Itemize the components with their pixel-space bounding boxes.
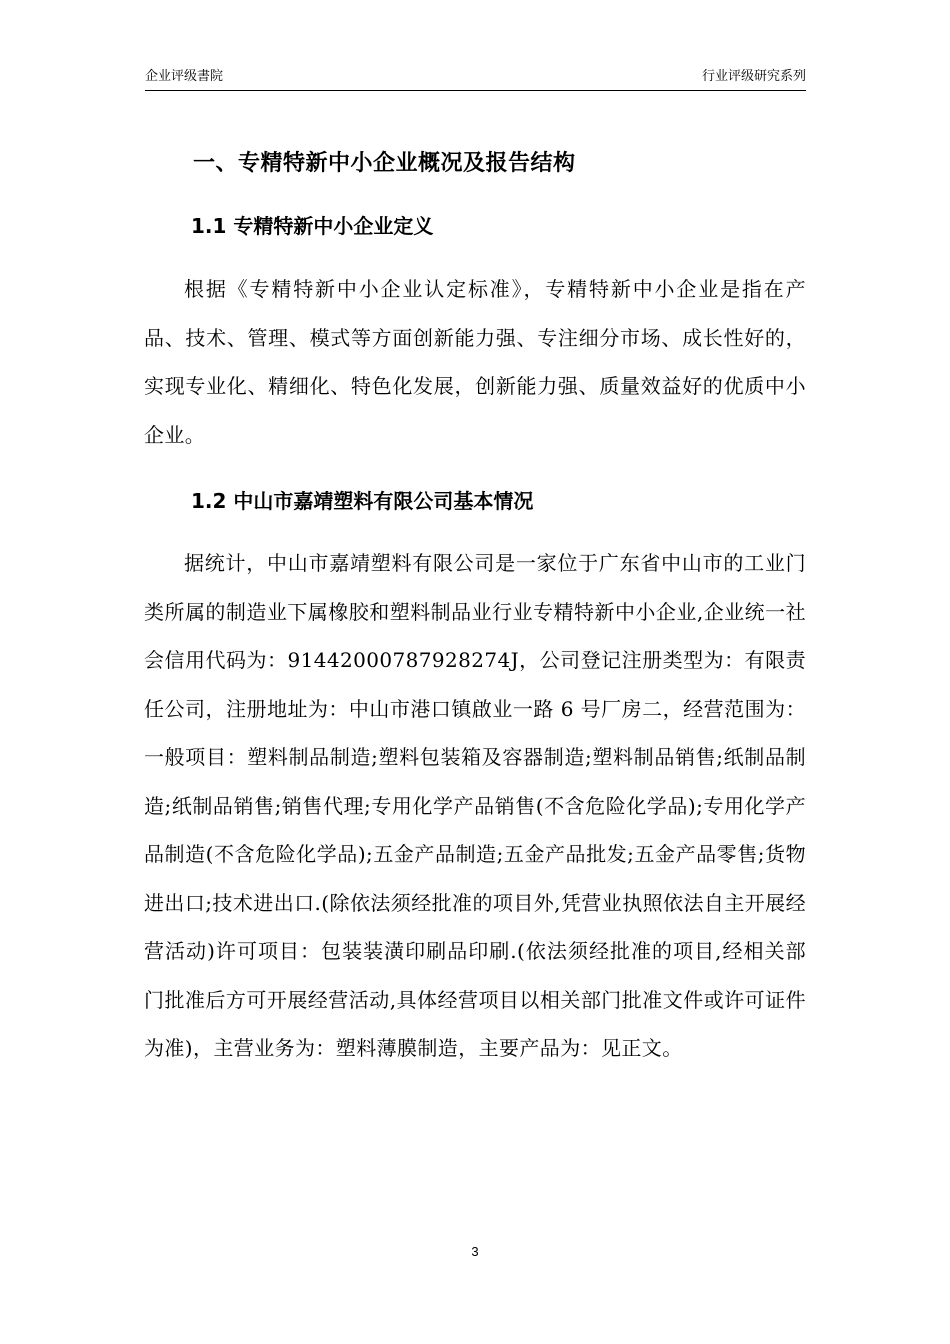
section-1-1-paragraph: 根据《专精特新中小企业认定标准》，专精特新中小企业是指在产品、技术、管理、模式等方面创新能力强、专注细分市场、成长性好的，实现专业化、精细化、特色化发展，创新能力强、质量效益好的优质中小企业。 [144, 277, 806, 447]
header-right-text: 行业评级研究系列 [701, 69, 806, 84]
chapter-heading: 一、专精特新中小企业概况及报告结构 [193, 151, 576, 176]
section-1-2-heading: 1.2 中山市嘉靖塑料有限公司基本情况 [191, 489, 534, 513]
page-number: 3 [471, 1244, 479, 1259]
header-left-text: 企业评级書院 [145, 69, 224, 84]
page-header [145, 66, 806, 91]
section-1-2-paragraph: 据统计，中山市嘉靖塑料有限公司是一家位于广东省中山市的工业门类所属的制造业下属橡胶和塑料制品业行业专精特新中小企业,企业统一社会信用代码为：91442000787928274J，公司登记注册类型为：有限责任公司，注册地址为：中山市港口镇啟业一路 6 号厂房二，经营范围为：一般项目：塑料制品制造;塑料包装箱及容器制造;塑料制品销售;纸制品制造;纸制品销售;销售代理;专用化学产品销售(不含危险化学品);专用化学产品制造(不含危险化学品);五金产品制造;五金产品批发;五金产品零售;货物进出口;技术进出口.(除依法须经批准的项目外,凭营业执照依法自主开展经营活动)许可项目：包装装潢印刷品印刷.(依法须经批准的项目,经相关部门批准后方可开展经营活动,具体经营项目以相关部门批准文件或许可证件为准)，主营业务为：塑料薄膜制造，主要产品为：见正文。 [144, 551, 806, 1060]
section-1-1-heading: 1.1 专精特新中小企业定义 [191, 214, 434, 238]
